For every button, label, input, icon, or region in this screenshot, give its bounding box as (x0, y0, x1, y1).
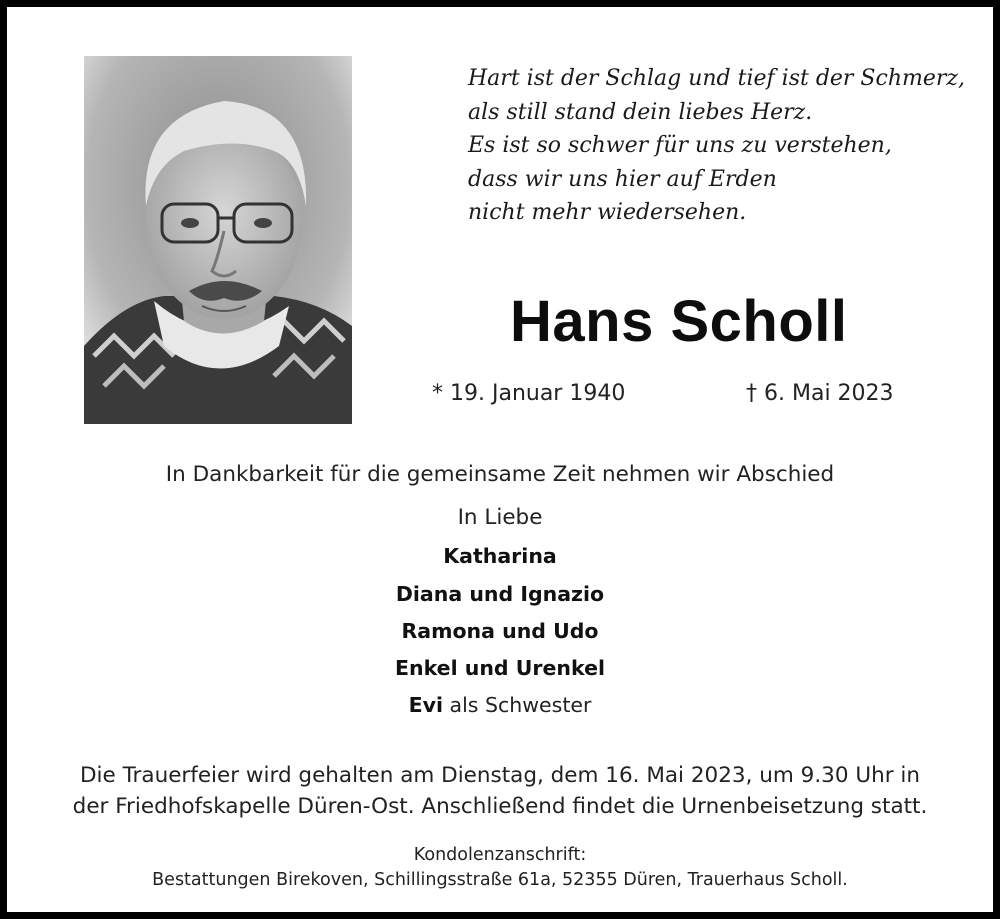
birth-date: * 19. Januar 1940 (432, 381, 626, 406)
poem-line: Hart ist der Schlag und tief ist der Schmerz, (468, 66, 965, 91)
condolence-address: Bestattungen Birekoven, Schillingsstraße 61a, 52355 Düren, Trauerhaus Scholl. (152, 870, 848, 890)
poem-line: dass wir uns hier auf Erden (468, 166, 777, 192)
poem-line: als still stand dein liebes Herz. (468, 99, 813, 125)
farewell-statement: In Dankbarkeit für die gemeinsame Zeit nehmen wir Abschied (165, 462, 835, 487)
portrait-photo (84, 56, 352, 424)
service-info-line: Die Trauerfeier wird gehalten am Dienstag, dem 16. Mai 2023, um 9.30 Uhr in (79, 763, 920, 788)
mourner-name: Diana und Ignazio (395, 582, 605, 606)
sibling-role: als Schwester (449, 693, 592, 717)
service-info-line: der Friedhofskapelle Düren-Ost. Anschließend findet die Urnenbeisetzung statt. (72, 794, 928, 819)
in-love-heading: In Liebe (457, 505, 543, 530)
poem-line: Es ist so schwer für uns zu verstehen, (468, 133, 892, 158)
sibling-name: Evi (408, 693, 443, 717)
sibling-line (0, 693, 1000, 717)
mourner-name: Ramona und Udo (401, 619, 599, 643)
condolence-label: Kondolenzanschrift: (413, 845, 587, 865)
mourner-name: Katharina (443, 544, 557, 568)
poem-line: nicht mehr wiedersehen. (468, 200, 747, 225)
memorial-poem (468, 62, 968, 230)
deceased-name: Hans Scholl (510, 289, 848, 354)
mourner-name: Enkel und Urenkel (394, 656, 605, 680)
death-date: † 6. Mai 2023 (746, 381, 894, 406)
